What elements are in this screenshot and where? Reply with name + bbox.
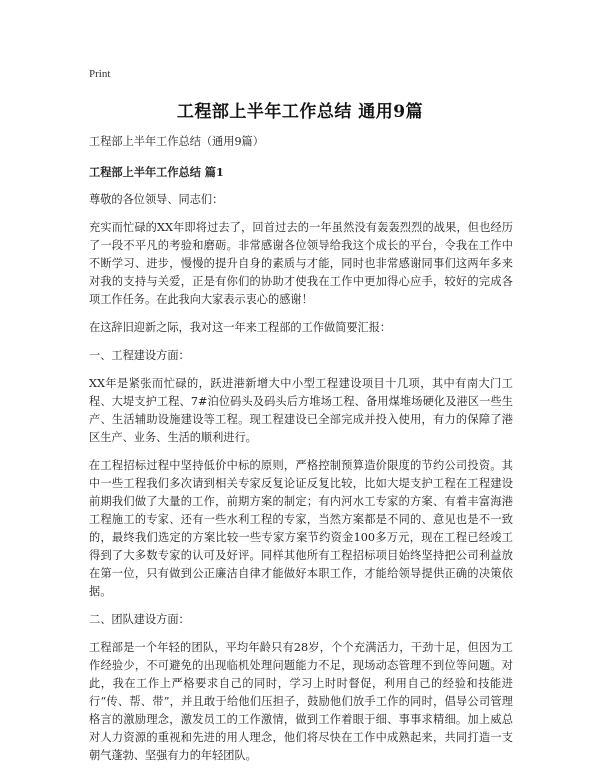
paragraph-intro: 充实而忙碌的XX年即将过去了，回首过去的一年虽然没有轰轰烈烈的战果，但也经历了一段不平凡的考验和磨砺。非常感谢各位领导给我这个成长的平台，令我在工作中不断学习、进步，慢慢的提升自身的素质与才能，同时也非常感谢同事们这两年多来对我的支持与关爱，正是有你们的协助才使我在工作中更加得心应手，较好的完成各项工作任务。在此我向大家表示衷心的感谢！ [89,221,513,306]
paragraph-construction-projects: XX年是紧张而忙碌的，跃进港新增大中小型工程建设项目十几项，其中有南大门工程、大堤支护工程、7#泊位码头及码头后方堆场工程、备用煤堆场硬化及港区一些生产、生活辅助设施建设等工程。现工程建设已全部完成并投入使用，有力的保障了港区生产、业务、生活的顺利进行。 [89,377,513,444]
heading-engineering-construction: 一、工程建设方面： [89,349,190,362]
page-title: 工程部上半年工作总结 通用9篇 [176,102,424,122]
greeting-line: 尊敬的各位领导、同志们： [89,193,224,206]
document-subtitle: 工程部上半年工作总结（通用9篇） [89,135,264,148]
paragraph-report-lead: 在这辞旧迎新之际，我对这一年来工程部的工作做简要汇报： [89,321,392,334]
heading-team-building: 二、团队建设方面： [89,613,190,626]
paragraph-team: 工程部是一个年轻的团队，平均年龄只有28岁，个个充满活力，干劲十足，但因为工作经验少，不可避免的出现临机处理问题能力不足，现场动态管理不到位等问题。对此，我在工作上严格要求自己的同时，学习上时时督促，利用自己的经验和技能进行“传、帮、带”，并且敢于给他们压担子，鼓励他们放手工作的同时，倡导公司管理格言的激励理念，激发员工的工作激情，做到工作着眼于细、事事求精细。加上威总对人力资源的重视和先进的用人理念，他们将尽快在工作中成熟起来，共同打造一支朝气蓬勃、坚强有力的年轻团队。 [89,641,513,762]
document-body [89,133,513,775]
section-heading: 工程部上半年工作总结 篇1 [89,165,224,179]
print-link[interactable]: Print [89,68,111,80]
paragraph-bidding: 在工程招标过程中坚持低价中标的原则，严格控制预算造价限度的节约公司投资。其中一些工程我们多次请到相关专家反复论证反复比较，比如大堤支护工程在工程建设前期我们做了大量的工作，前期方案的制定；有内河水工专家的方案、有着丰富海港工程施工的专家、还有一些水利工程的专家，当然方案都是不同的、意见也是不一致的，最终我们选定的方案比较一些专家方案节约资金100多万元，现在工程已经竣工得到了大多数专家的认可及好评。同样其他所有工程招标项目始终坚持把公司利益放在第一位，只有做到公正廉洁自律才能做好本职工作，才能给领导提供正确的决策依据。 [89,459,513,598]
